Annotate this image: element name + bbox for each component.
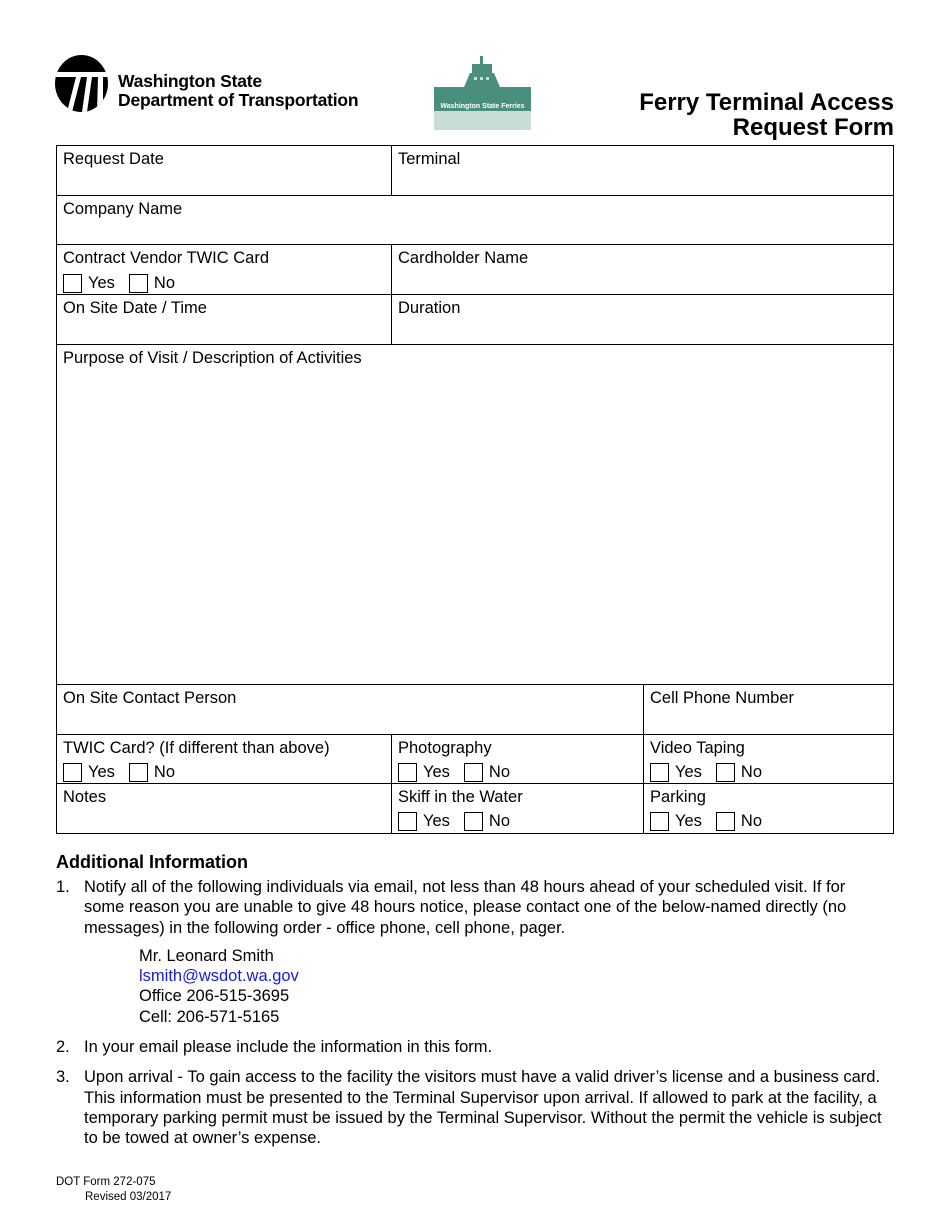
skiff-yes-checkbox[interactable] bbox=[398, 812, 417, 831]
video-taping-no-checkbox[interactable] bbox=[716, 763, 735, 782]
form-title bbox=[639, 90, 894, 140]
twic-different-yes-no bbox=[63, 763, 385, 782]
contact-email-link[interactable]: lsmith@wsdot.wa.gov bbox=[139, 967, 299, 986]
no-label: No bbox=[740, 763, 763, 781]
item-text: In your email please include the information in this form. bbox=[84, 1038, 493, 1057]
cardholder-name-field[interactable] bbox=[391, 244, 894, 295]
skiff-label: Skiff in the Water bbox=[398, 788, 523, 806]
video-taping-yes-no bbox=[650, 763, 887, 782]
duration-field[interactable] bbox=[391, 294, 894, 345]
skiff-no-checkbox[interactable] bbox=[464, 812, 483, 831]
request-form bbox=[56, 145, 894, 834]
no-label: No bbox=[488, 763, 511, 781]
contract-vendor-twic-field bbox=[56, 244, 392, 295]
cardholder-name-label: Cardholder Name bbox=[398, 249, 529, 267]
no-label: No bbox=[740, 812, 763, 830]
parking-yes-checkbox[interactable] bbox=[650, 812, 669, 831]
company-name-field[interactable] bbox=[56, 195, 894, 245]
title-line1: Ferry Terminal Access bbox=[639, 89, 894, 116]
video-taping-label: Video Taping bbox=[650, 739, 745, 757]
request-date-field[interactable] bbox=[56, 145, 392, 196]
twic-yes-checkbox[interactable] bbox=[63, 274, 82, 293]
on-site-datetime-label: On Site Date / Time bbox=[63, 299, 207, 317]
notes-field[interactable] bbox=[56, 783, 392, 834]
no-label: No bbox=[488, 812, 511, 830]
item-number: 3. bbox=[56, 1068, 70, 1087]
notes-label: Notes bbox=[63, 788, 107, 806]
duration-label: Duration bbox=[398, 299, 461, 317]
contact-block bbox=[139, 946, 886, 1027]
photography-yes-no bbox=[398, 763, 637, 782]
on-site-contact-label: On Site Contact Person bbox=[63, 689, 237, 707]
parking-field bbox=[643, 783, 894, 834]
list-item bbox=[56, 877, 886, 1027]
twic-different-no-checkbox[interactable] bbox=[129, 763, 148, 782]
on-site-contact-field[interactable] bbox=[56, 684, 644, 735]
yes-label: Yes bbox=[675, 763, 702, 781]
on-site-datetime-field[interactable] bbox=[56, 294, 392, 345]
twic-yes-no bbox=[63, 274, 385, 293]
wsdot-logo-icon bbox=[55, 55, 108, 112]
photography-label: Photography bbox=[398, 739, 492, 757]
yes-label: Yes bbox=[423, 812, 450, 830]
agency-line1: Washington State bbox=[118, 71, 262, 91]
list-item bbox=[56, 1067, 886, 1148]
title-line2: Request Form bbox=[732, 114, 894, 141]
item-text: Upon arrival - To gain access to the facility the visitors must have a valid driver’s license and a business card. This information must be presented to the Terminal Supervisor upon arrival. If allowed to park at the facility, a temporary parking permit must be issued by the Terminal Supervisor. Without the permit the vehicle is subject to be towed at owner’s expense. bbox=[84, 1068, 882, 1148]
skiff-field bbox=[391, 783, 644, 834]
additional-info-heading: Additional Information bbox=[56, 852, 248, 872]
twic-different-yes-checkbox[interactable] bbox=[63, 763, 82, 782]
no-label: No bbox=[153, 274, 176, 292]
terminal-field[interactable] bbox=[391, 145, 894, 196]
purpose-field[interactable] bbox=[56, 344, 894, 685]
skiff-yes-no bbox=[398, 812, 637, 831]
no-label: No bbox=[153, 763, 176, 781]
twic-different-label: TWIC Card? (If different than above) bbox=[63, 739, 330, 757]
video-taping-yes-checkbox[interactable] bbox=[650, 763, 669, 782]
contract-vendor-twic-label: Contract Vendor TWIC Card bbox=[63, 249, 270, 267]
agency-name bbox=[118, 72, 358, 110]
contact-name: Mr. Leonard Smith bbox=[139, 946, 274, 965]
purpose-label: Purpose of Visit / Description of Activities bbox=[63, 349, 362, 367]
additional-info-list bbox=[56, 877, 886, 1149]
twic-different-field bbox=[56, 734, 392, 784]
cell-phone-label: Cell Phone Number bbox=[650, 689, 794, 707]
photography-no-checkbox[interactable] bbox=[464, 763, 483, 782]
agency-line2: Department of Transportation bbox=[118, 90, 359, 110]
parking-label: Parking bbox=[650, 788, 706, 806]
contact-office-phone: Office 206-515-3695 bbox=[139, 987, 290, 1006]
photography-yes-checkbox[interactable] bbox=[398, 763, 417, 782]
parking-yes-no bbox=[650, 812, 887, 831]
ferries-logo-text: Washington State Ferries bbox=[440, 103, 525, 110]
yes-label: Yes bbox=[88, 274, 115, 292]
video-taping-field bbox=[643, 734, 894, 784]
photography-field bbox=[391, 734, 644, 784]
ferries-logo bbox=[434, 55, 531, 130]
form-number: DOT Form 272-075 bbox=[56, 1176, 156, 1188]
list-item bbox=[56, 1037, 886, 1057]
terminal-label: Terminal bbox=[398, 150, 461, 168]
contact-cell-phone: Cell: 206-571-5165 bbox=[139, 1007, 280, 1026]
cell-phone-field[interactable] bbox=[643, 684, 894, 735]
item-number: 2. bbox=[56, 1038, 70, 1057]
yes-label: Yes bbox=[88, 763, 115, 781]
form-footer bbox=[56, 1175, 171, 1204]
twic-no-checkbox[interactable] bbox=[129, 274, 148, 293]
company-name-label: Company Name bbox=[63, 200, 183, 218]
yes-label: Yes bbox=[675, 812, 702, 830]
item-number: 1. bbox=[56, 878, 70, 896]
parking-no-checkbox[interactable] bbox=[716, 812, 735, 831]
revised-date: Revised 03/2017 bbox=[85, 1190, 172, 1203]
item-text: Notify all of the following individuals via email, not less than 48 hours ahead of your scheduled visit. If for some reason you are unable to give 48 hours notice, please contact one of the below-named directly (no messages) in the following order - office phone, cell phone, pager. bbox=[84, 878, 847, 937]
request-date-label: Request Date bbox=[63, 150, 164, 168]
yes-label: Yes bbox=[423, 763, 450, 781]
